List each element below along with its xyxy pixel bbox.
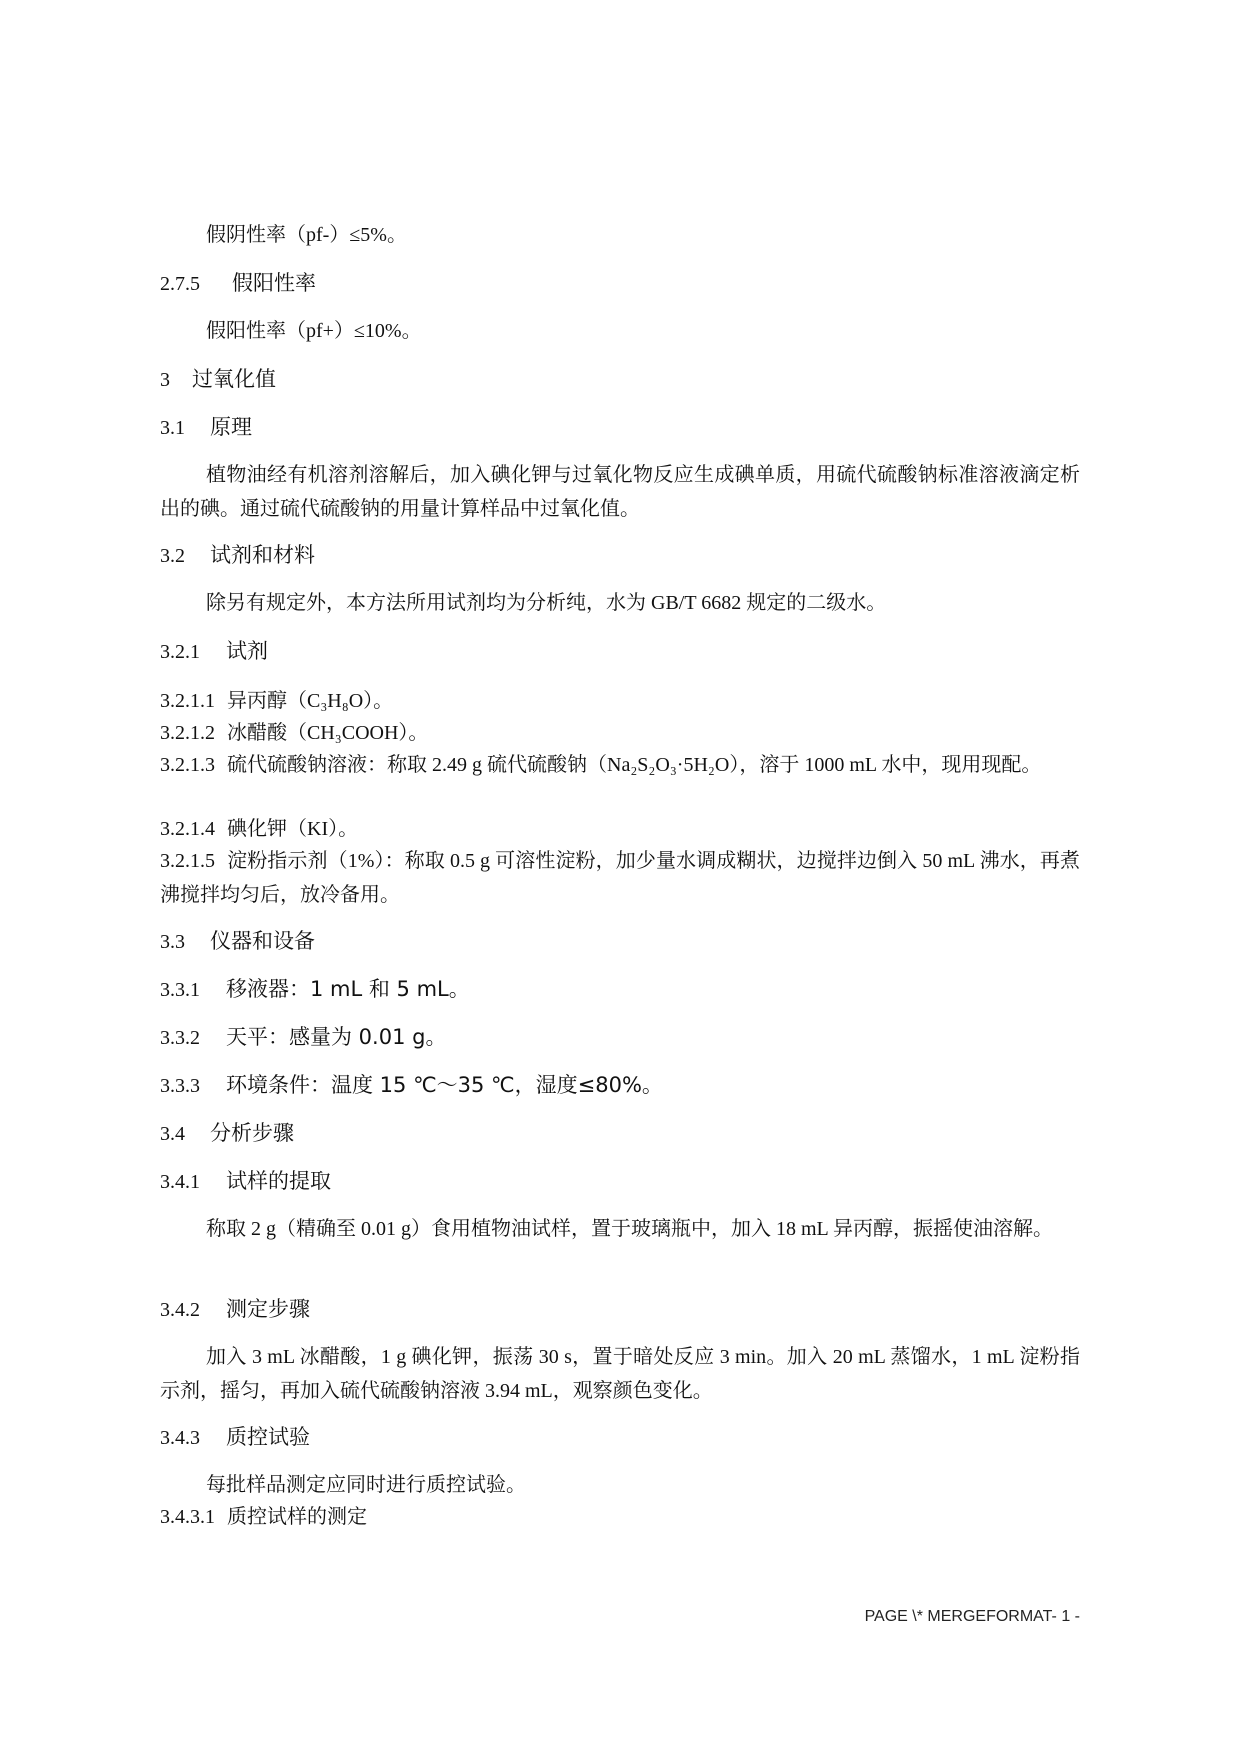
paragraph-false-negative-rate: 假阴性率（pf-）≤5%。 <box>206 224 407 246</box>
heading-number: 3.3.3 <box>160 1075 200 1097</box>
item-text: 质控试样的测定 <box>227 1506 367 1528</box>
heading-3-4-1 <box>160 1164 1080 1199</box>
heading-3-1 <box>160 410 1080 445</box>
paragraph-reagents-intro: 除另有规定外，本方法所用试剂均为分析纯，水为 GB/T 6682 规定的二级水。 <box>206 592 887 614</box>
heading-number: 3.3.2 <box>160 1027 200 1049</box>
list-item-3-2-1-1 <box>160 684 1080 718</box>
list-item-3-2-1-2 <box>160 716 1080 750</box>
item-number: 3.4.3.1 <box>160 1506 215 1528</box>
heading-title: 假阳性率 <box>232 271 316 295</box>
heading-title: 质控试验 <box>226 1425 310 1449</box>
item-text: 硫代硫酸钠溶液：称取 2.49 g 硫代硫酸钠（Na₂S₂O₃·5H₂O），溶于 1000 mL 水中，现用现配。 <box>227 754 1042 776</box>
heading-title: 环境条件：温度 15 ℃～35 ℃，湿度≤80%。 <box>226 1073 663 1097</box>
heading-title: 分析步骤 <box>210 1121 294 1145</box>
heading-number: 3.4.3 <box>160 1427 200 1449</box>
paragraph-determination-steps: 加入 3 mL 冰醋酸，1 g 碘化钾，振荡 30 s，置于暗处反应 3 min。加入 20 mL 蒸馏水，1 mL 淀粉指示剂，摇匀，再加入硫代硫酸钠溶液 3.94 mL，观察颜色变化。 <box>160 1346 1080 1402</box>
heading-number: 3.1 <box>160 417 185 439</box>
item-text: 淀粉指示剂（1%）：称取 0.5 g 可溶性淀粉，加少量水调成糊状，边搅拌边倒入 50 mL 沸水，再煮沸搅拌均匀后，放冷备用。 <box>160 850 1080 906</box>
heading-number: 3.4.2 <box>160 1299 200 1321</box>
heading-title: 试剂和材料 <box>210 543 315 567</box>
heading-title: 试剂 <box>226 639 268 663</box>
item-number: 3.2.1.5 <box>160 850 215 872</box>
heading-3-2 <box>160 538 1080 573</box>
heading-3-3-2 <box>160 1020 1080 1055</box>
paragraph-sample-extraction: 称取 2 g（精确至 0.01 g）食用植物油试样，置于玻璃瓶中，加入 18 mL 异丙醇，振摇使油溶解。 <box>206 1218 1054 1240</box>
heading-number: 3.3 <box>160 931 185 953</box>
heading-3-4-3 <box>160 1420 1080 1455</box>
heading-3-3 <box>160 924 1080 959</box>
item-text: 碘化钾（KI）。 <box>227 818 359 840</box>
heading-2-7-5 <box>160 266 1080 301</box>
heading-number: 3.4.1 <box>160 1171 200 1193</box>
item-text: 异丙醇（C₃H₈O）。 <box>227 690 394 712</box>
heading-title: 原理 <box>210 415 252 439</box>
heading-number: 3.2 <box>160 545 185 567</box>
heading-number: 2.7.5 <box>160 273 200 295</box>
heading-3-4 <box>160 1116 1080 1151</box>
heading-3-3-1 <box>160 972 1080 1007</box>
paragraph-false-positive-rate: 假阳性率（pf+）≤10%。 <box>206 320 422 342</box>
heading-number: 3 <box>160 369 170 391</box>
list-item-3-2-1-5 <box>160 844 1080 912</box>
item-number: 3.2.1.4 <box>160 818 215 840</box>
list-item-3-2-1-3 <box>160 748 1080 782</box>
heading-3-3-3 <box>160 1068 1080 1103</box>
heading-3 <box>160 362 1080 397</box>
heading-number: 3.4 <box>160 1123 185 1145</box>
item-number: 3.2.1.3 <box>160 754 215 776</box>
list-item-3-4-3-1 <box>160 1500 1080 1534</box>
heading-title: 移液器：1 mL 和 5 mL。 <box>226 977 470 1001</box>
page-footer: PAGE \* MERGEFORMAT- 1 - <box>864 1608 1080 1625</box>
heading-title: 测定步骤 <box>226 1297 310 1321</box>
item-number: 3.2.1.1 <box>160 690 215 712</box>
heading-3-4-2 <box>160 1292 1080 1327</box>
paragraph-principle: 植物油经有机溶剂溶解后，加入碘化钾与过氧化物反应生成碘单质，用硫代硫酸钠标准溶液滴定析出的碘。通过硫代硫酸钠的用量计算样品中过氧化值。 <box>160 464 1080 520</box>
heading-title: 过氧化值 <box>192 367 276 391</box>
heading-number: 3.2.1 <box>160 641 200 663</box>
heading-3-2-1 <box>160 634 1080 669</box>
list-item-3-2-1-4 <box>160 812 1080 846</box>
item-text: 冰醋酸（CH₃COOH）。 <box>227 722 429 744</box>
heading-title: 仪器和设备 <box>210 929 315 953</box>
heading-title: 天平：感量为 0.01 g。 <box>226 1025 447 1049</box>
paragraph-quality-control: 每批样品测定应同时进行质控试验。 <box>206 1474 526 1496</box>
heading-number: 3.3.1 <box>160 979 200 1001</box>
heading-title: 试样的提取 <box>226 1169 331 1193</box>
item-number: 3.2.1.2 <box>160 722 215 744</box>
